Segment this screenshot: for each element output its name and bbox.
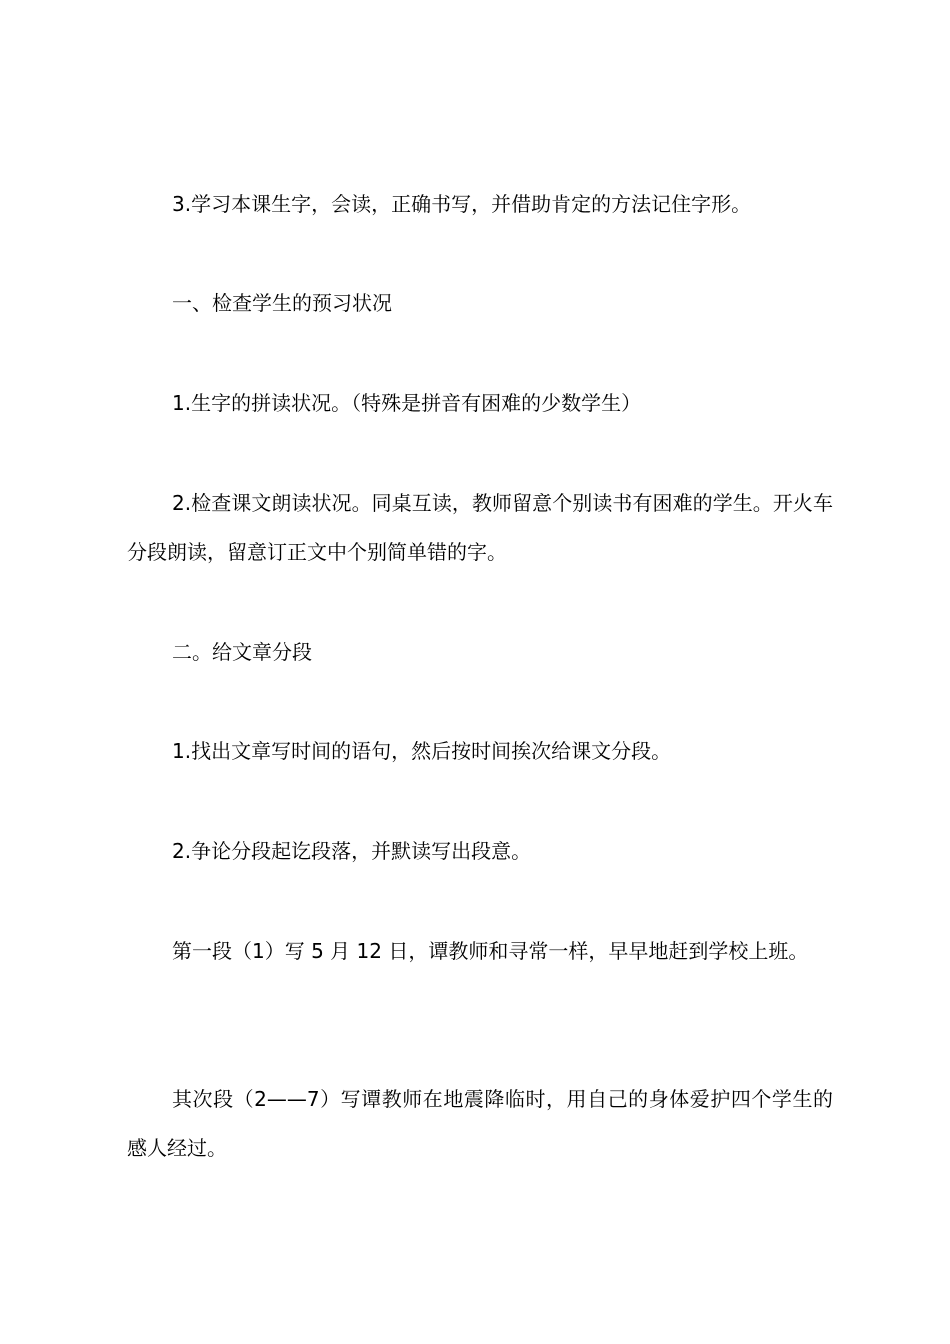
- heading-check-preview: 一、检查学生的预习状况: [172, 291, 392, 315]
- paragraph-discuss-sections: 2.争论分段起讫段落，并默读写出段意。: [172, 839, 532, 863]
- heading-paragraphing: 二。给文章分段: [172, 640, 312, 664]
- paragraph-section-two: 其次段（2——7）写谭教师在地震降临时，用自己的身体爱护四个学生的感人经过。: [127, 1087, 833, 1160]
- paragraph-pinyin-check: 1.生字的拼读状况。（特殊是拼音有困难的少数学生）: [172, 391, 642, 415]
- paragraph-reading-check: 2.检查课文朗读状况。同桌互读，教师留意个别读书有困难的学生。开火车分段朗读，留意订正文中个别简单错的字。: [127, 491, 833, 564]
- paragraph-learning-goal: 3.学习本课生字，会读，正确书写，并借助肯定的方法记住字形。: [172, 192, 752, 216]
- paragraph-find-time-phrases: 1.找出文章写时间的语句，然后按时间挨次给课文分段。: [172, 739, 672, 763]
- paragraph-section-one: 第一段（1）写 5 月 12 日，谭教师和寻常一样，早早地赶到学校上班。: [172, 939, 809, 963]
